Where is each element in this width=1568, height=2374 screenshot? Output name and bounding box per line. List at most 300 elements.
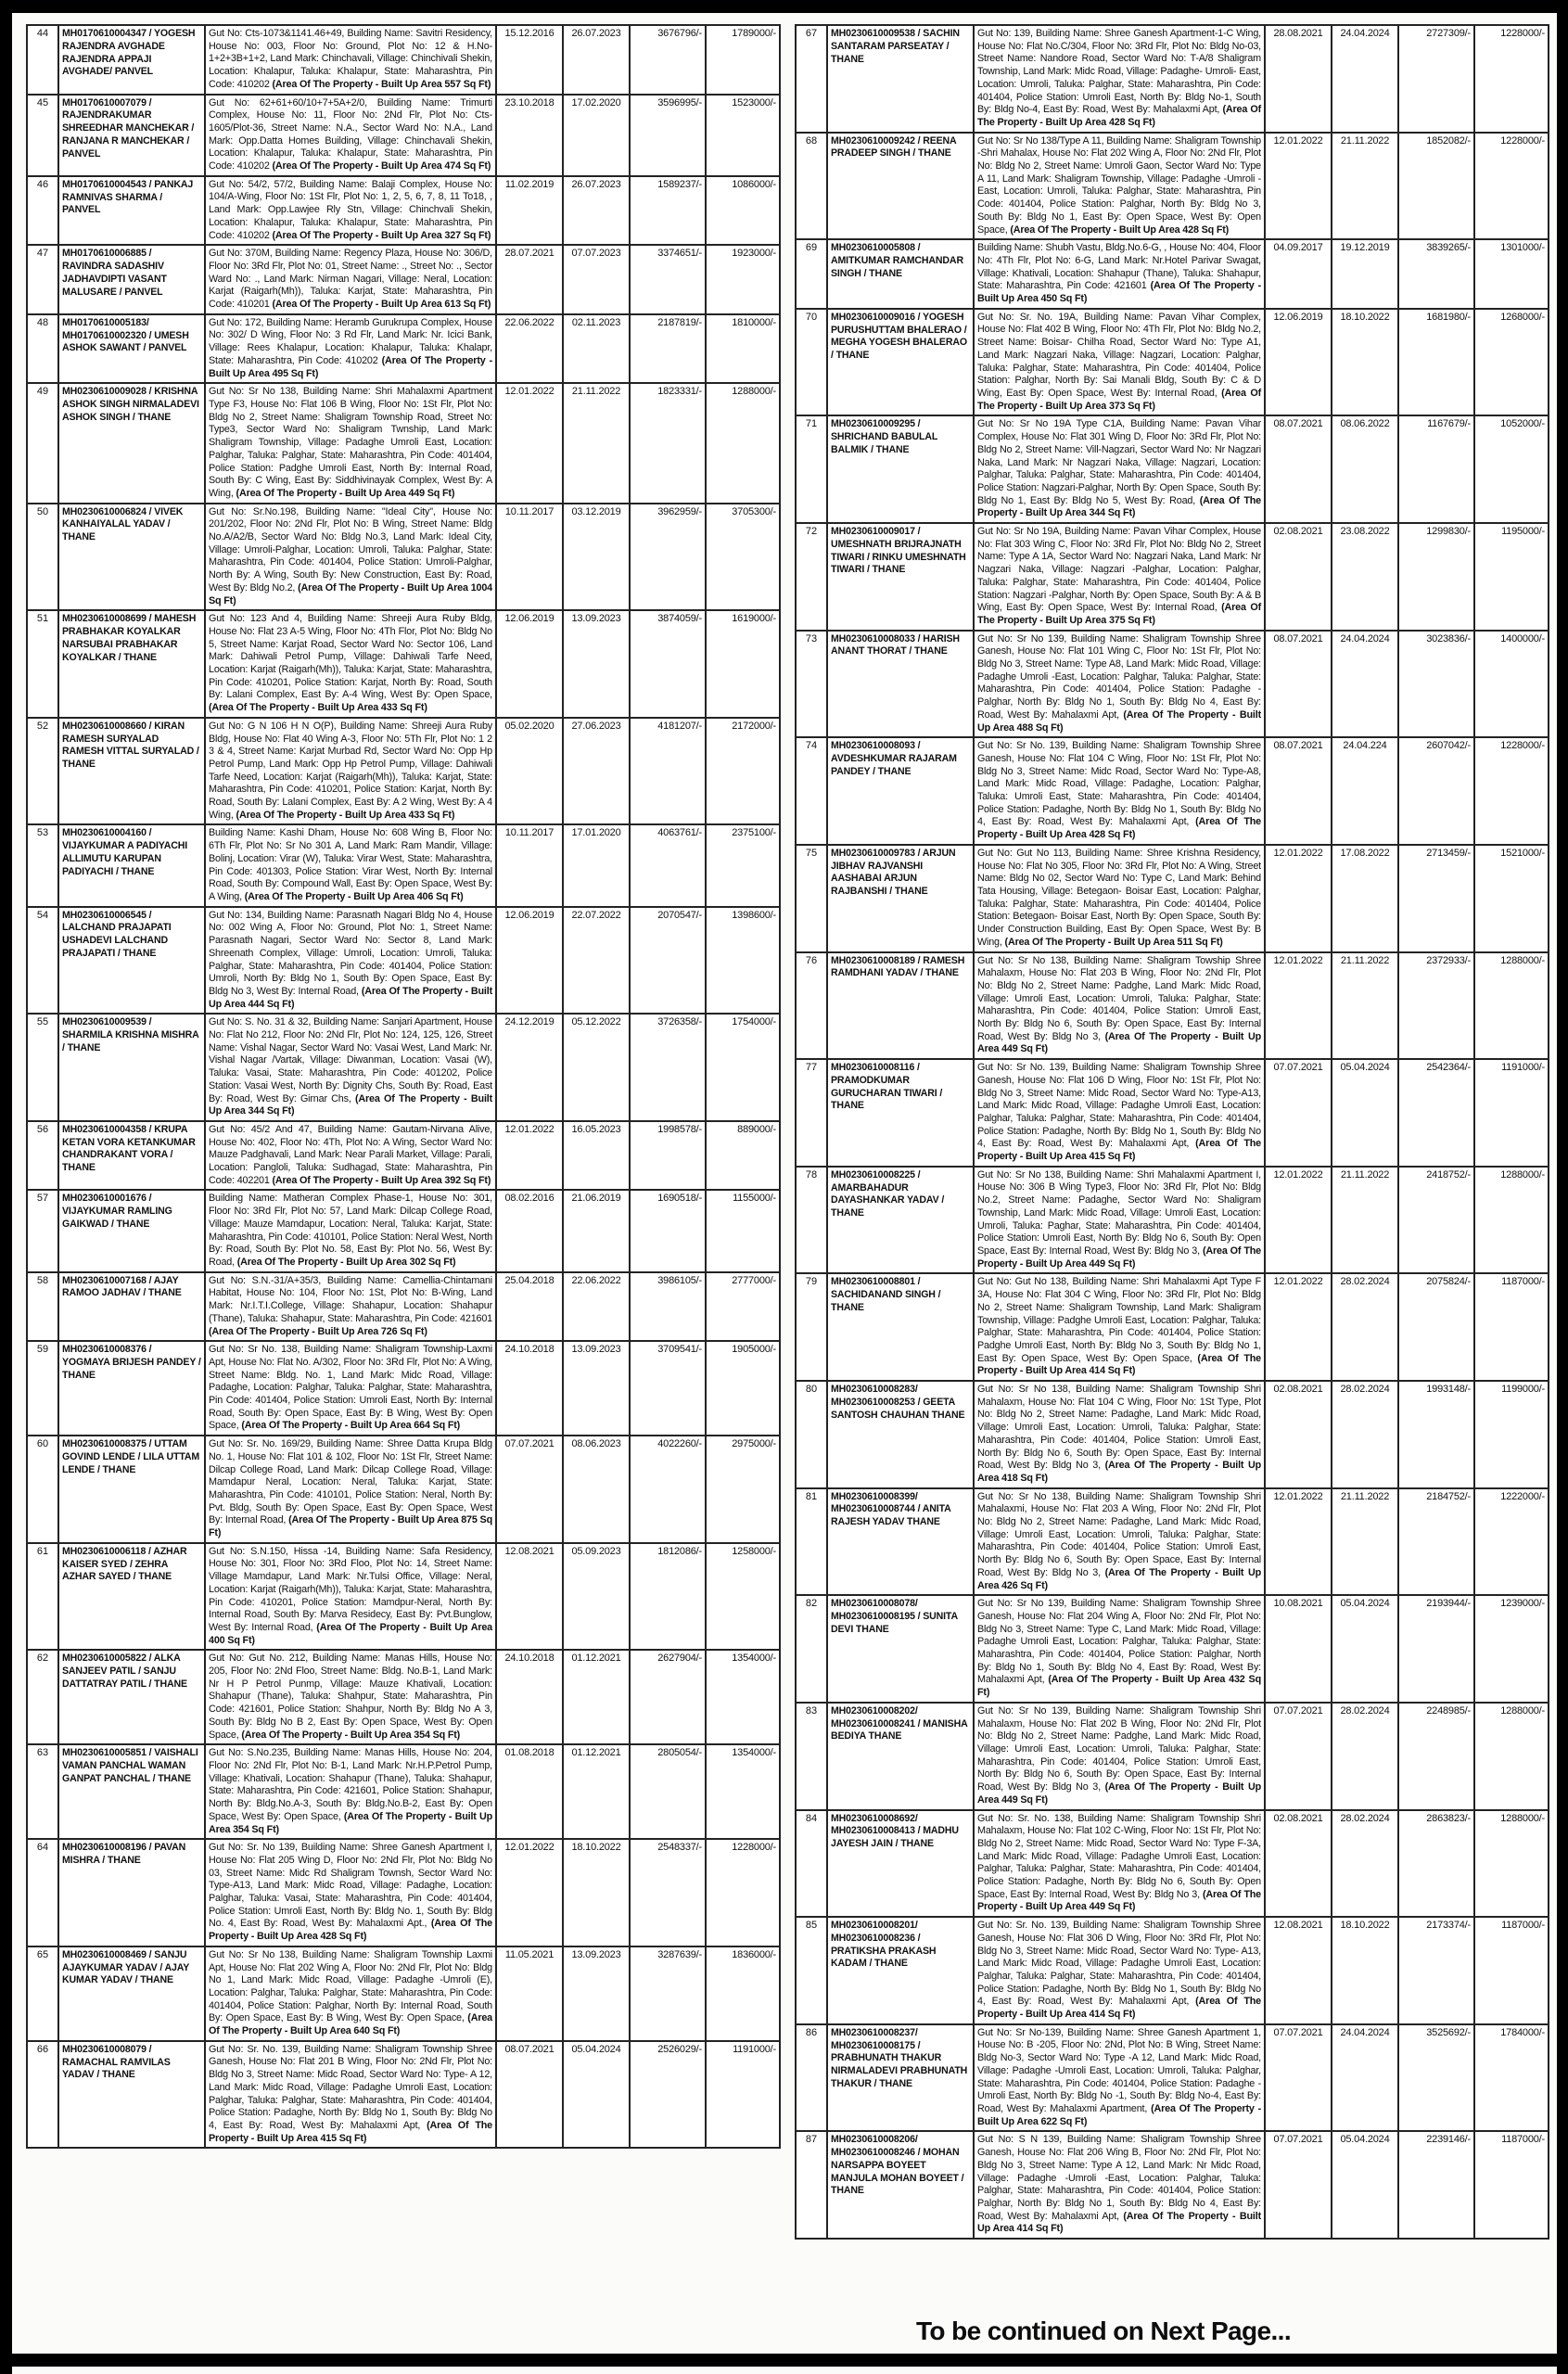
date-1-cell: 12.06.2019 [1265, 309, 1332, 416]
property-description-text: Gut No: S. No. 31 & 32, Building Name: Sanjari Apartment, House No: Flat No 212, Floor No: 2Nd Flr, Plot No: 124, 125, 126, Street Name: Vishal Nagar, Sector Ward No: Vasai West, Land Mark: Nr. Vishal Nagar /Vartak, Village: Diwanman, Location: Vasai (W), Taluka: Vasai, State: Maharashtra, Pin Code: 401202, Police Station: Vasai West, North By: Dignity Chs, South By: Road, East By: Road, West By: Girnar Chs, [209, 1016, 492, 1104]
amount-1-cell: 2863823/- [1398, 1810, 1474, 1918]
date-2-cell: 08.06.2023 [563, 1436, 630, 1543]
date-2-cell: 05.12.2022 [563, 1014, 630, 1121]
amount-2-cell: 1354000/- [706, 1744, 780, 1839]
property-row [27, 314, 780, 384]
amount-2-cell: 1619000/- [706, 610, 780, 718]
serial-number-cell: 48 [27, 314, 58, 384]
amount-2-cell: 1086000/- [706, 176, 780, 246]
borrower-id-cell: MH0230610008202/ MH0230610008241 / MANISHA BEDIYA THANE [827, 1703, 974, 1810]
property-row [27, 1190, 780, 1271]
property-description-text: Gut No: Sr. No. 139, Building Name: Shaligram Township Shree Ganesh, House No: Flat 306 D Wing, Floor No: 3Rd Flr, Plot No: Bldg No 3, Street Name: Midc Road, Sector Ward No: Type- A13, Land Mark: Midc Road, Village: Padaghe Umroli East, Location: Palghar, Taluka: Palghar, State: Maharashtra, Pin Code: 401404, Police Station: Padaghe, North By: Bldg No 1, South By: Bldg No 4, East By: Road, West By: Mahalaxmi Apt, [977, 1920, 1261, 2008]
date-1-cell: 12.01.2022 [1265, 845, 1332, 952]
date-2-cell: 05.09.2023 [563, 1543, 630, 1651]
serial-number-cell: 68 [796, 133, 827, 240]
built-up-area-text: (Area Of The Property - Built Up Area 433 Sq Ft) [209, 702, 427, 714]
property-description-text: Gut No: Gut No. 212, Building Name: Manas Hills, House No: 205, Floor No: 2Nd Floo, Street Name: Bldg. No.B-1, Land Mark: Nr H P Petrol Punmp, Village: Mauze Khativali, Location: Shahapur (Thane), Taluka: Shahpur, State: Maharashtra, Pin Code: 421601, Police Station: Shahpur, North By: Bldg No A 3, South By: Bldg No B 2, East By: Open Space, West By: Open Space, [209, 1653, 492, 1741]
date-2-cell: 18.10.2022 [563, 1839, 630, 1946]
property-row [27, 383, 780, 503]
property-row [796, 1167, 1549, 1274]
property-row [796, 523, 1549, 631]
property-description-cell [205, 1744, 496, 1839]
property-description-cell [974, 1059, 1265, 1167]
property-description-text: Gut No: 139, Building Name: Shree Ganesh Apartment-1-C Wing, House No: Flat No.C/304, Floor No: 3Rd Flr, Plot No: Bldg No-03, Street Name: Nandore Road, Sector Ward No: T-A/8 Shaligram Township, Land Mark: Midc Road, Village: Padaghe- Umroli- East, Location: Umroli, Taluka: Palghar, State: Maharashtra, Pin Code: 401404, Police Station: Umroli East, North By: Bldg No-1, South By: Bldg No-4, East By: Road, West By: Mahalaxmi Apt, [977, 28, 1261, 116]
property-description-text: Gut No: 54/2, 57/2, Building Name: Balaji Complex, House No: 104/A-Wing, Floor No: 1St Flr, Plot No: 1, 2, 5, 6, 7, 8, 11 To18, , Land Mark: Opp.Lawjee Rly Stn, Village: Chinchvali Shekin, Location: Khalapur, Taluka: Khalapur, State: Maharashtra, Pin Code: 410202 [209, 178, 492, 241]
amount-1-cell: 1299830/- [1398, 523, 1474, 631]
page-border-bottom [0, 2354, 1568, 2367]
date-1-cell: 10.11.2017 [496, 824, 563, 906]
amount-2-cell: 1155000/- [706, 1190, 780, 1271]
borrower-id-cell: MH0230610008660 / KIRAN RAMESH SURYALAD RAMESH VITTAL SURYALAD / THANE [58, 718, 205, 825]
amount-2-cell: 1222000/- [1474, 1488, 1549, 1596]
borrower-id-cell: MH0230610008033 / HARISH ANANT THORAT / THANE [827, 631, 974, 738]
amount-2-cell: 1199000/- [1474, 1381, 1549, 1488]
amount-1-cell: 1681980/- [1398, 309, 1474, 416]
date-2-cell: 28.02.2024 [1332, 1703, 1398, 1810]
property-description-cell [205, 1543, 496, 1651]
borrower-id-cell: MH0230610005808 / AMITKUMAR RAMCHANDAR SINGH / THANE [827, 239, 974, 309]
property-table-left-column [26, 24, 779, 2149]
property-description-cell [205, 1272, 496, 1342]
date-1-cell: 07.07.2021 [1265, 2131, 1332, 2239]
date-1-cell: 24.10.2018 [496, 1341, 563, 1436]
date-2-cell: 23.08.2022 [1332, 523, 1398, 631]
date-2-cell: 05.04.2024 [563, 2041, 630, 2149]
amount-2-cell: 1288000/- [706, 383, 780, 503]
serial-number-cell: 86 [796, 2024, 827, 2132]
built-up-area-text: (Area Of The Property - Built Up Area 449 Sq Ft) [977, 1781, 1262, 1806]
date-2-cell: 24.04.2024 [1332, 2024, 1398, 2132]
date-2-cell: 21.06.2019 [563, 1190, 630, 1271]
date-2-cell: 07.07.2023 [563, 245, 630, 314]
property-description-cell [205, 1946, 496, 2041]
date-1-cell: 02.08.2021 [1265, 1381, 1332, 1488]
property-description-text: Gut No: S.N.-31/A+35/3, Building Name: Camellia-Chintamani Habitat, House No: 104, Floor No: 1St, Plot No: B-Wing, Land Mark: Nr.I.T.I.College, Village: Shahapur, Location: Shahapur (Thane), Taluka: Shahapur, State: Maharashtra, Pin Code: 421601 [209, 1274, 492, 1324]
property-row [27, 610, 780, 718]
property-description-cell [205, 907, 496, 1015]
serial-number-cell: 53 [27, 824, 58, 906]
property-table-left [26, 24, 781, 2149]
property-description-text: Gut No: Cts-1073&1141.46+49, Building Name: Savitri Residency, House No: 003, Floor No: Ground, Plot No: 12 & H.No-1+2+3B+1+2, Land Mark: Chinchavali, Village: Chinchivali Shekin, Location: Khalapur, Taluka: Khalapur, State: Maharashtra, Pin Code: 410202 [209, 28, 492, 90]
property-row [796, 133, 1549, 240]
date-1-cell: 12.06.2019 [496, 907, 563, 1015]
property-description-cell [974, 1273, 1265, 1381]
amount-2-cell: 3705300/- [706, 504, 780, 611]
property-table-right-column [795, 24, 1548, 2240]
amount-2-cell: 1228000/- [1474, 133, 1549, 240]
serial-number-cell: 64 [27, 1839, 58, 1946]
borrower-id-cell: MH0230610008376 / YOGMAYA BRIJESH PANDEY / THANE [58, 1341, 205, 1436]
date-2-cell: 21.11.2022 [1332, 133, 1398, 240]
date-2-cell: 21.11.2022 [563, 383, 630, 503]
amount-1-cell: 3709541/- [630, 1341, 706, 1436]
date-1-cell: 10.11.2017 [496, 504, 563, 611]
amount-1-cell: 3726358/- [630, 1014, 706, 1121]
property-description-cell [974, 239, 1265, 309]
property-description-cell [205, 176, 496, 246]
borrower-id-cell: MH0230610008469 / SANJU AJAYKUMAR YADAV / AJAY KUMAR YADAV / THANE [58, 1946, 205, 2041]
date-1-cell: 10.08.2021 [1265, 1595, 1332, 1703]
property-row [27, 1121, 780, 1191]
borrower-id-cell: MH0230610001676 / VIJAYKUMAR RAMLING GAIKWAD / THANE [58, 1190, 205, 1271]
borrower-id-cell: MH0230610009295 / SHRICHAND BABULAL BALMIK / THANE [827, 415, 974, 523]
borrower-id-cell: MH0170610007079 / RAJENDRAKUMAR SHREEDHAR MANCHEKAR / RANJANA R MANCHEKAR / PANVEL [58, 95, 205, 176]
property-description-cell [205, 1190, 496, 1271]
amount-2-cell: 1288000/- [1474, 952, 1549, 1060]
property-row [27, 1543, 780, 1651]
property-description-cell [205, 383, 496, 503]
amount-1-cell: 3023836/- [1398, 631, 1474, 738]
property-row [27, 1272, 780, 1342]
date-2-cell: 21.11.2022 [1332, 1488, 1398, 1596]
property-description-cell [974, 631, 1265, 738]
property-description-text: Gut No: Sr No-139, Building Name: Shree Ganesh Apartment 1, House No: B -205, Floor No: 2Nd, Plot No: B Wing, Street Name: Bldg No-3, Sector Ward No: Type -A 12, Land Mark: Midc Road, Village: Padaghe -Umroli East, Location: Umroli, Taluka: Palghar, State: Maharashtra, Pin Code: 401404, Police Station: Padaghe -Umroli East, North By: Bldg No -1, South By: Bldg No-4, East By: Road, West By: Mahalaxmi Apartment, [977, 2026, 1261, 2114]
date-1-cell: 12.08.2021 [496, 1543, 563, 1651]
built-up-area-text: (Area Of The Property - Built Up Area 373 Sq Ft) [977, 387, 1261, 412]
borrower-id-cell: MH0230610007168 / AJAY RAMOO JADHAV / THANE [58, 1272, 205, 1342]
built-up-area-text: (Area Of The Property - Built Up Area 557 Sq Ft) [272, 78, 491, 90]
date-2-cell: 26.07.2023 [563, 25, 630, 95]
serial-number-cell: 52 [27, 718, 58, 825]
property-description-text: Gut No: Sr No 138, Building Name: Shri Mahalaxmi Apartment Type F3, House No: Flat 106 B Wing, Floor No: 1St Flr, Plot No: Bldg No 2, Street Name: Shaligram Township Road, Street No: Type3, Sector Ward No: Shaligram Twnship, Land Mark: Shaligram Township, Village: Padaghe Umroli East, Location: Palghar, Taluka: Palghar, State: Maharashtra, Pin Code: 401404, Police Station: Padghe Umroli East, North By: Internal Road, South By: C Wing, East By: Siddhivinayak Complex, West By: A Wing, [209, 386, 492, 499]
serial-number-cell: 73 [796, 631, 827, 738]
serial-number-cell: 76 [796, 952, 827, 1060]
date-1-cell: 08.07.2021 [1265, 737, 1332, 845]
property-description-text: Gut No: Sr No 139, Building Name: Shaligram Township Shree Ganesh, House No: Flat 101 Wing C, Floor No: 1St Flr, Plot No: Bldg No 3, Street Name: Type A8, Land Mark: Midc Road, Village: Padaghe Umroli -East, Location: Palghar, Taluka: Palghar, State: Maharashtra, Pin Code: 401404, Police Station: Padaghe -Palghar, North By: Bldg No 1, South By: Bldg No 4, East By: Road, West By: Mahalaxmi Apt, [977, 632, 1261, 721]
amount-1-cell: 2727309/- [1398, 25, 1474, 133]
built-up-area-text: (Area Of The Property - Built Up Area 414 Sq Ft) [977, 1996, 1261, 2021]
property-description-cell [974, 1703, 1265, 1810]
date-1-cell: 12.01.2022 [496, 383, 563, 503]
amount-2-cell: 2975000/- [706, 1436, 780, 1543]
serial-number-cell: 63 [27, 1744, 58, 1839]
borrower-id-cell: MH0230610009028 / KRISHNA ASHOK SINGH NIRMALADEVI ASHOK SINGH / THANE [58, 383, 205, 503]
amount-1-cell: 1812086/- [630, 1543, 706, 1651]
borrower-id-cell: MH0230610005851 / VAISHALI VAMAN PANCHAL WAMAN GANPAT PANCHAL / THANE [58, 1744, 205, 1839]
borrower-id-cell: MH0230610004358 / KRUPA KETAN VORA KETANKUMAR CHANDRAKANT VORA / THANE [58, 1121, 205, 1191]
built-up-area-text: (Area Of The Property - Built Up Area 1004 Sq Ft) [209, 581, 492, 606]
property-row [796, 1917, 1549, 2024]
amount-2-cell: 1191000/- [1474, 1059, 1549, 1167]
serial-number-cell: 87 [796, 2131, 827, 2239]
serial-number-cell: 81 [796, 1488, 827, 1596]
borrower-id-cell: MH0230610008225 / AMARBAHADUR DAYASHANKAR YADAV / THANE [827, 1167, 974, 1274]
built-up-area-text: (Area Of The Property - Built Up Area 428 Sq Ft) [209, 1918, 492, 1943]
property-row [27, 176, 780, 246]
amount-2-cell: 1191000/- [706, 2041, 780, 2149]
serial-number-cell: 84 [796, 1810, 827, 1918]
built-up-area-text: (Area Of The Property - Built Up Area 406 Sq Ft) [244, 891, 464, 902]
property-description-cell [974, 415, 1265, 523]
amount-1-cell: 4022260/- [630, 1436, 706, 1543]
property-description-cell [205, 718, 496, 825]
date-2-cell: 08.06.2022 [1332, 415, 1398, 523]
borrower-id-cell: MH0170610006885 / RAVINDRA SADASHIV JADHAVDIPTI VASANT MALUSARE / PANVEL [58, 245, 205, 314]
date-1-cell: 28.08.2021 [1265, 25, 1332, 133]
built-up-area-text: (Area Of The Property - Built Up Area 726 Sq Ft) [209, 1325, 427, 1337]
property-description-text: Gut No: Gut No 138, Building Name: Shri Mahalaxmi Apt Type F 3A, House No: Flat 304 C Wing, Floor No: 3Rd Flr, Plot No: Bldg No 2, Street Name: Shaligram Township, Land Mark: Shaligram Township, Village: Padghe Umroli East, Location: Palghar, Taluka: Palghar, State: Maharashtra, Pin Code: 401404, Police Station: Padghe Umroli East, North By: Bldg No 3, South By: Bldg No 1, East By: Open Space, West By: Open Space, [977, 1276, 1261, 1364]
amount-1-cell: 2239146/- [1398, 2131, 1474, 2239]
amount-1-cell: 2248985/- [1398, 1703, 1474, 1810]
property-description-text: Gut No: Sr No 138, Building Name: Shaligram Township Laxmi Apt, House No: Flat 202 Wing A, Floor No: 2Nd Flr, Plot No: Bldg No 1, Land Mark: Midc Road, Village: Padaghe -Umroli (E), Location: Palghar, Taluka: Palghar, State: Maharashtra, Pin Code: 401404, Police Station: Palghar, North By: Internal Road, South By: Open Space, East By: B Wing, West By: Open Space, [209, 1948, 492, 2024]
built-up-area-text: (Area Of The Property - Built Up Area 354 Sq Ft) [241, 1729, 461, 1741]
property-description-text: Gut No: Sr. No. 139, Building Name: Shaligram Township Shree Ganesh, House No: Flat 201 B Wing, Floor No: 2Nd Flr, Plot No: Bldg No 3, Street Name: Midc Road, Sector Ward No: Type- A 12, Land Mark: Midc Road, Village: Padaghe Umroli East, Location: Palghar, Taluka: Palghar, State: Maharashtra, Pin Code: 401404, Police Station: Padaghe, North By: Bldg No 1, South By: Bldg No 4, East By: Road, West By: Mahalaxmi Apt, [209, 2043, 492, 2131]
serial-number-cell: 51 [27, 610, 58, 718]
date-2-cell: 17.01.2020 [563, 824, 630, 906]
date-1-cell: 28.07.2021 [496, 245, 563, 314]
property-description-cell [205, 504, 496, 611]
amount-2-cell: 1288000/- [1474, 1167, 1549, 1274]
date-1-cell: 12.01.2022 [496, 1839, 563, 1946]
date-2-cell: 22.06.2022 [563, 1272, 630, 1342]
amount-2-cell: 1288000/- [1474, 1703, 1549, 1810]
serial-number-cell: 74 [796, 737, 827, 845]
property-row [796, 845, 1549, 952]
property-description-text: Gut No: Sr No 138/Type A 11, Building Name: Shaligram Township -Shri Mahalax, House No: Flat 202 Wing A, Floor No: 2Nd Flr, Plot No: Bldg No 2, Street Name: Umroli Gaon, Sector Ward No: Type A 11, Land Mark: Shaligram Township, Village: Padaghe -Umroli -East, Location: Umroli, Taluka: Palghar, State: Maharashtra, Pin Code: 401404, Police Station: Palghar, North By: Bldg No 3, South By: Bldg No 1, East By: Open Space, West By: Open Space, [977, 134, 1261, 236]
amount-1-cell: 3962959/- [630, 504, 706, 611]
amount-1-cell: 2713459/- [1398, 845, 1474, 952]
date-2-cell: 21.11.2022 [1332, 952, 1398, 1060]
borrower-id-cell: MH0230610008206/ MH0230610008246 / MOHAN NARSAPPA BOYEET MANJULA MOHAN BOYEET / THANE [827, 2131, 974, 2239]
property-row [27, 1839, 780, 1946]
property-description-text: Gut No: 45/2 And 47, Building Name: Gautam-Nirvana Alive, House No: 402, Floor No: 4Th, Plot No: A Wing, Sector Ward No: Mauze Padghavali, Land Mark: Near Parali Market, Village: Parali, Location: Pangloli, Taluka: Sudhagad, State: Maharashtra, Pin Code: 402201 [209, 1123, 492, 1186]
built-up-area-text: (Area Of The Property - Built Up Area 613 Sq Ft) [272, 299, 491, 311]
date-1-cell: 02.08.2021 [1265, 1810, 1332, 1918]
amount-2-cell: 1052000/- [1474, 415, 1549, 523]
date-2-cell: 16.05.2023 [563, 1121, 630, 1191]
property-row [27, 1341, 780, 1436]
amount-1-cell: 3596995/- [630, 95, 706, 176]
serial-number-cell: 47 [27, 245, 58, 314]
date-1-cell: 15.12.2016 [496, 25, 563, 95]
date-1-cell: 07.07.2021 [1265, 1703, 1332, 1810]
serial-number-cell: 70 [796, 309, 827, 416]
date-2-cell: 24.04.224 [1332, 737, 1398, 845]
property-row [27, 1744, 780, 1839]
property-description-cell [974, 737, 1265, 845]
borrower-id-cell: MH0170610004543 / PANKAJ RAMNIVAS SHARMA / PANVEL [58, 176, 205, 246]
amount-1-cell: 2187819/- [630, 314, 706, 384]
property-description-cell [205, 1839, 496, 1946]
amount-1-cell: 2526029/- [630, 2041, 706, 2149]
date-1-cell: 11.02.2019 [496, 176, 563, 246]
amount-1-cell: 2070547/- [630, 907, 706, 1015]
property-row [796, 1381, 1549, 1488]
property-description-cell [205, 824, 496, 906]
amount-1-cell: 1167679/- [1398, 415, 1474, 523]
property-description-cell [205, 610, 496, 718]
serial-number-cell: 75 [796, 845, 827, 952]
date-2-cell: 02.11.2023 [563, 314, 630, 384]
property-description-cell [974, 25, 1265, 133]
amount-1-cell: 1998578/- [630, 1121, 706, 1191]
built-up-area-text: (Area Of The Property - Built Up Area 418 Sq Ft) [977, 1460, 1262, 1484]
property-description-text: Gut No: Sr No 138, Building Name: Shaligram Township Shri Mahalaxm, House No: Flat 104 C Wing, Floor No: 1St Type, Plot No: Bldg No 2, Street Name: Padaghe, Land Mark: Midc Road, Village: Umroli East, Location: Umroli, Taluka: Palghar, State: Maharashtra, Pin Code: 401404, Police Station: Umroli East, North By: Bldg No 6, South By: Open Space, East By: Internal Road, West By: Bldg No 3, [977, 1384, 1261, 1472]
amount-1-cell: 2805054/- [630, 1744, 706, 1839]
amount-2-cell: 1521000/- [1474, 845, 1549, 952]
date-2-cell: 28.02.2024 [1332, 1381, 1398, 1488]
date-1-cell: 04.09.2017 [1265, 239, 1332, 309]
amount-1-cell: 2075824/- [1398, 1273, 1474, 1381]
date-2-cell: 24.04.2024 [1332, 25, 1398, 133]
amount-1-cell: 2542364/- [1398, 1059, 1474, 1167]
property-row [27, 1650, 780, 1744]
continuation-note: To be continued on Next Page... [916, 2317, 1292, 2345]
serial-number-cell: 55 [27, 1014, 58, 1121]
property-row [27, 1436, 780, 1543]
page-border-right [1557, 0, 1568, 2374]
date-2-cell: 18.10.2022 [1332, 309, 1398, 416]
date-2-cell: 17.08.2022 [1332, 845, 1398, 952]
date-2-cell: 05.04.2024 [1332, 2131, 1398, 2239]
property-description-text: Gut No: Sr No 138, Building Name: Shri Mahalaxmi Apartment I, House No: 306 B Wing Type3, Floor No: 3Rd Flr, Plot No: Bldg No.2, Street Name: Padaghe, Sector Ward No: Shaligram Township, Land Mark: Midc Road, Village: Umroli East, Location: Umroli, Taluka: Paghar, State: Maharashtra, Pin Code: 401404, Police Station: Umroli East, North By: Bldg No 6, South By: Open Space, East By: Internal Road, West By: Bldg No 3, [977, 1168, 1261, 1257]
built-up-area-text: (Area Of The Property - Built Up Area 354 Sq Ft) [209, 1810, 492, 1835]
serial-number-cell: 49 [27, 383, 58, 503]
built-up-area-text: (Area Of The Property - Built Up Area 428 Sq Ft) [977, 816, 1261, 841]
property-description-text: Building Name: Kashi Dham, House No: 608 Wing B, Floor No: 6Th Flr, Plot No: Sr No 301 A, Land Mark: Ram Mandir, Village: Bolinj, Location: Virar (W), Taluka: Virar West, State: Maharashtra, Pin Code: 401303, Police Station: Virar West, North By: Internal Road, South By: Compound Wall, East By: Open Space, West By: A Wing, [209, 827, 492, 902]
date-1-cell: 12.01.2022 [496, 1121, 563, 1191]
property-row [27, 907, 780, 1015]
property-description-cell [974, 952, 1265, 1060]
amount-2-cell: 1228000/- [1474, 25, 1549, 133]
date-1-cell: 12.08.2021 [1265, 1917, 1332, 2024]
property-description-text: Gut No: Sr. No. 169/29, Building Name: Shree Datta Krupa Bldg No. 1, House No: Flat 101 & 102, Floor No: 1St Flr, Street Name: Dilcap College Road, Land Mark: Dilcap College Road, Village: Mamdapur Neral, Location: Neral, Taluka: Karjat, State: Maharashtra, Pin Code: 410101, Police Station: Neral, North By: Pvt. Bldg, South By: Open Space, East By: Open Space, West By: Internal Road, [209, 1438, 492, 1526]
date-1-cell: 12.01.2022 [1265, 1273, 1332, 1381]
serial-number-cell: 78 [796, 1167, 827, 1274]
amount-1-cell: 1690518/- [630, 1190, 706, 1271]
amount-1-cell: 3676796/- [630, 25, 706, 95]
date-1-cell: 01.08.2018 [496, 1744, 563, 1839]
serial-number-cell: 44 [27, 25, 58, 95]
serial-number-cell: 77 [796, 1059, 827, 1167]
date-1-cell: 08.07.2021 [496, 2041, 563, 2149]
borrower-id-cell: MH0230610006118 / AZHAR KAISER SYED / ZEHRA AZHAR SAYED / THANE [58, 1543, 205, 1651]
property-description-text: Gut No: Sr No 139, Building Name: Shaligram Township Shri Mahalaxm, House No: Flat 202 B Wing, Floor No: 2Nd Flr, Plot No: Bldg No 2, Street Name: Padghe, Land Mark: Midc Road, Village: Umroli East, Location: Umroli, Taluka: Palghar, State: Maharashtra, Pin Code: 401404, Police Station: Umroli East, North By: Bldg No 6, South By: Open Space, East By: Internal Road, West By: Bldg No 3, [977, 1704, 1261, 1793]
amount-2-cell: 1836000/- [706, 1946, 780, 2041]
serial-number-cell: 82 [796, 1595, 827, 1703]
property-row [796, 309, 1549, 416]
date-1-cell: 08.07.2021 [1265, 415, 1332, 523]
property-description-text: Gut No: Sr No. 139, Building Name: Shaligram Township Shree Ganesh, House No: Flat 104 C Wing, Floor No: 1St Flr, Plot No: Bldg No 3, Street Name: Midc Road, Sector Ward No: Type-A8, Land Mark: Midc Road, Village: Padaghe, Location: Palghar, Taluka: Umroli East, State: Maharashtra, Pin Code: 401404, Police Station: Padaghe, North By: Bldg No 1, South By: Bldg No 4, East By: Road, West By: Mahalaxmi Apt, [977, 740, 1261, 828]
built-up-area-text: (Area Of The Property - Built Up Area 392 Sq Ft) [272, 1174, 491, 1186]
property-row [796, 952, 1549, 1060]
date-1-cell: 08.07.2021 [1265, 631, 1332, 738]
amount-1-cell: 2184752/- [1398, 1488, 1474, 1596]
borrower-id-cell: MH0230610008189 / RAMESH RAMDHANI YADAV / THANE [827, 952, 974, 1060]
property-row [796, 1488, 1549, 1596]
date-1-cell: 25.04.2018 [496, 1272, 563, 1342]
date-2-cell: 28.02.2024 [1332, 1810, 1398, 1918]
serial-number-cell: 83 [796, 1703, 827, 1810]
property-row [796, 2024, 1549, 2132]
amount-2-cell: 1187000/- [1474, 1273, 1549, 1381]
amount-2-cell: 2777000/- [706, 1272, 780, 1342]
date-1-cell: 12.01.2022 [1265, 952, 1332, 1060]
borrower-id-cell: MH0230610009242 / REENA PRADEEP SINGH / THANE [827, 133, 974, 240]
property-row [796, 1810, 1549, 1918]
borrower-id-cell: MH0230610006545 / LALCHAND PRAJAPATI USHADEVI LALCHAND PRAJAPATI / THANE [58, 907, 205, 1015]
property-description-cell [205, 1014, 496, 1121]
property-row [27, 25, 780, 95]
property-description-text: Gut No: Sr No 138, Building Name: Shaligram Township Shri Mahalaxmi, House No: Flat 203 A Wing, Floor No: 2Nd Flr, Plot No: Bldg No 2, Street Name: Padaghe, Land Mark: Midc Road, Village: Umroli East, Location: Umroli, Taluka: Palghar, State: Maharashtra, Pin Code: 401404, Police Station: Umroli East, North By: Bldg No 6, South By: Open Space, East By: Internal Road, West By: Bldg No 3, [977, 1490, 1261, 1578]
property-description-text: Building Name: Shubh Vastu, Bldg.No.6-G, , House No: 404, Floor No: 4Th Flr, Plot No: 6-G, Land Mark: Nr.Hotel Parivar Swagat, Village: Khativali, Location: Shahapur (Thane), Taluka: Shahapur, State: Maharashtra, Pin Code: 421601 [977, 242, 1261, 292]
amount-1-cell: 4181207/- [630, 718, 706, 825]
borrower-id-cell: MH0230610008692/ MH0230610008413 / MADHU JAYESH JAIN / THANE [827, 1810, 974, 1918]
property-description-cell [974, 309, 1265, 416]
built-up-area-text: (Area Of The Property - Built Up Area 664 Sq Ft) [241, 1420, 461, 1432]
serial-number-cell: 65 [27, 1946, 58, 2041]
page-border-top [0, 0, 1568, 13]
amount-1-cell: 1993148/- [1398, 1381, 1474, 1488]
amount-2-cell: 1354000/- [706, 1650, 780, 1744]
date-1-cell: 07.07.2021 [496, 1436, 563, 1543]
property-table-right [795, 24, 1549, 2240]
built-up-area-text: (Area Of The Property - Built Up Area 474 Sq Ft) [272, 160, 491, 172]
built-up-area-text: (Area Of The Property - Built Up Area 415 Sq Ft) [209, 2119, 492, 2144]
amount-1-cell: 3874059/- [630, 610, 706, 718]
date-1-cell: 11.05.2021 [496, 1946, 563, 2041]
amount-2-cell: 1923000/- [706, 245, 780, 314]
serial-number-cell: 66 [27, 2041, 58, 2149]
property-description-text: Gut No: Gut No 113, Building Name: Shree Krishna Residency, House No: Flat No 305, Floor No: 3Rd Flr, Plot No: A Wing, Street Name: Bldg No 02, Sector Ward No: Type C, Land Mark: Behind Tata Housing, Village: Betegaon- Boisar East, Location: Palghar, Taluka: Palghar, State: Maharashtra, Pin Code: 401404, Police Station: Betegaon- Boisar East, North By: Open Space, South By: Under Construction Building, East By: Open Space, West By: B Wing, [977, 847, 1261, 948]
amount-1-cell: 3839265/- [1398, 239, 1474, 309]
date-1-cell: 07.07.2021 [1265, 2024, 1332, 2132]
amount-1-cell: 2607042/- [1398, 737, 1474, 845]
date-2-cell: 13.09.2023 [563, 1341, 630, 1436]
amount-1-cell: 1823331/- [630, 383, 706, 503]
date-2-cell: 05.04.2024 [1332, 1059, 1398, 1167]
date-1-cell: 24.10.2018 [496, 1650, 563, 1744]
serial-number-cell: 57 [27, 1190, 58, 1271]
date-2-cell: 05.04.2024 [1332, 1595, 1398, 1703]
property-row [27, 1946, 780, 2041]
property-row [27, 824, 780, 906]
borrower-id-cell: MH0230610008116 / PRAMODKUMAR GURUCHARAN TIWARI / THANE [827, 1059, 974, 1167]
date-2-cell: 03.12.2019 [563, 504, 630, 611]
property-description-text: Gut No: Sr No. 138, Building Name: Shaligram Township-Laxmi Apt, House No: Flat No. A/302, Floor No: 3Rd Flr, Plot No: A Wing, Street Name: Bldg. No. 1, Land Mark: Midc Road, Village: Padaghe, Location: Palghar, Taluka: Palghar, State: Maharashtra, Pin Code: 401404, Police Station: Umroli East, North By: Internal Road, South By: Open Space, East By: B Wing, West By: Open Space, [209, 1344, 492, 1432]
property-description-text: Gut No: Sr No 19A Type C1A, Building Name: Pavan Vihar Complex, House No: Flat 301 Wing D, Floor No: 3Rd Flr, Plot No: Bldg No 2, Street Name: Vill-Nagzari, Sector Ward No: Nr Nagzari Naka, Land Mark: Nr Nagzari Naka, Village: Nagzari, Location: Palghar, Taluka: Palghar, State: Maharashtra, Pin Code: 401404, Police Station: Nagzari-Palghar, North By: Open Space, South By: Bldg No 1, East By: Bldg No 5, West By: Road, [977, 418, 1261, 506]
built-up-area-text: (Area Of The Property - Built Up Area 327 Sq Ft) [272, 229, 491, 241]
property-description-cell [974, 2131, 1265, 2239]
date-2-cell: 21.11.2022 [1332, 1167, 1398, 1274]
property-description-cell [974, 133, 1265, 240]
borrower-id-cell: MH0230610008237/ MH0230610008175 / PRABHUNATH THAKUR NIRMALADEVI PRABHUNATH THAKUR / THANE [827, 2024, 974, 2132]
amount-1-cell: 2418752/- [1398, 1167, 1474, 1274]
property-description-text: Gut No: Sr No 139, Building Name: Shaligram Township Shree Ganesh, House No: Flat 204 Wing A, Floor No: 2Nd Flr, Plot No: Bldg No 3, Street Name: Type C, Land Mark: Midc Road, Village: Padaghe Umroli East, Location: Palghar, Taluka: Palghar, State: Maharashtra, Pin Code: 401404, Police Station: Palghar, North By: Bldg No 1, South By: Bldg No 4, East By: Road, West By: Mahalaxmi Apt, [977, 1598, 1261, 1686]
built-up-area-text: (Area Of The Property - Built Up Area 414 Sq Ft) [977, 2210, 1261, 2235]
amount-1-cell: 2548337/- [630, 1839, 706, 1946]
built-up-area-text: (Area Of The Property - Built Up Area 449 Sq Ft) [977, 1888, 1261, 1913]
borrower-id-cell: MH0230610005822 / ALKA SANJEEV PATIL / SANJU DATTATRAY PATIL / THANE [58, 1650, 205, 1744]
borrower-id-cell: MH0230610008201/ MH0230610008236 / PRATIKSHA PRAKASH KADAM / THANE [827, 1917, 974, 2024]
serial-number-cell: 45 [27, 95, 58, 176]
built-up-area-text: (Area Of The Property - Built Up Area 640 Sq Ft) [209, 2012, 492, 2037]
property-description-cell [205, 1121, 496, 1191]
built-up-area-text: (Area Of The Property - Built Up Area 433 Sq Ft) [236, 809, 455, 821]
date-2-cell: 26.07.2023 [563, 176, 630, 246]
amount-2-cell: 1228000/- [1474, 737, 1549, 845]
page-border-left [0, 0, 12, 2374]
property-description-cell [974, 1167, 1265, 1274]
borrower-id-cell: MH0230610009539 / SHARMILA KRISHNA MISHRA / THANE [58, 1014, 205, 1121]
property-description-text: Building Name: Matheran Complex Phase-1, House No: 301, Floor No: 3Rd Flr, Plot No: 57, Land Mark: Dilcap College Road, Village: Mauze Mamdapur, Location: Neral, Taluka: Karjat, State: Maharashtra, Pin Code: 410101, Police Station: Neral West, North By: Road, South By: Plot No. 58, East By: Plot No. 56, West By: Road, [209, 1193, 492, 1268]
built-up-area-text: (Area Of The Property - Built Up Area 449 Sq Ft) [236, 487, 455, 499]
serial-number-cell: 71 [796, 415, 827, 523]
serial-number-cell: 61 [27, 1543, 58, 1651]
property-description-text: Gut No: 134, Building Name: Parasnath Nagari Bldg No 4, House No: 002 Wing A, Floor No: Ground, Plot No: 1, Street Name: Parasnath Nagari, Sector Ward No: Sector 8, Land Mark: Shreenath Complex, Village: Umroli, Location: Umroli, Taluka: Palghar, State: Maharashtra, Pin Code: 401404, Police Station: Umroli, North By: Bldg No 1, South By: Open Space, East By: Bldg No 3, West By: Internal Road, [209, 909, 492, 997]
borrower-id-cell: MH0170610005183/ MH0170610002320 / UMESH ASHOK SAWANT / PANVEL [58, 314, 205, 384]
property-description-text: Gut No: 172, Building Name: Heramb Gurukrupa Complex, House No: 302/ D Wing, Floor No: 3 Rd Flr, Land Mark: Nr. Icici Bank, Village: Rees Khalapur, Location: Khalapur, Taluka: Khalapr, State: Maharashtra, Pin Code: 410202 [209, 316, 492, 366]
